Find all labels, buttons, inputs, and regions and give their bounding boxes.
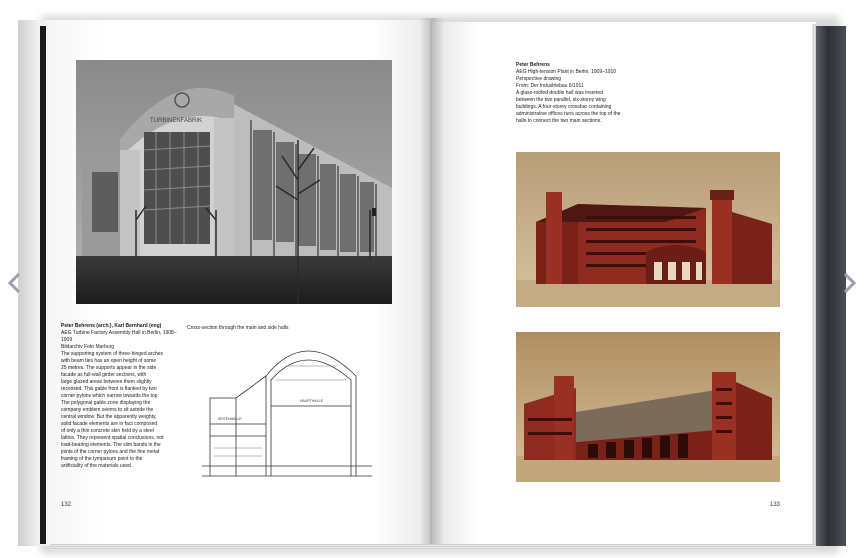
section-label-side-hall: SEITENHALLE	[218, 417, 242, 421]
page-edges-bottom	[50, 544, 816, 550]
left-caption-body-line: corner pylons which narrow towards the top.	[61, 393, 159, 399]
cover-edge-strip	[40, 26, 46, 544]
left-caption-body-line: facade as full-wall girder sections, with	[61, 372, 147, 378]
right-caption-title: Peter Behrens	[516, 62, 550, 68]
left-caption-body-line: joints of the corner pylons and the fine metal	[61, 449, 160, 455]
section-label-main-hall: HAUPTHALLE	[300, 399, 323, 403]
left-caption-body-line: company emblem seems to sit astride the	[61, 407, 154, 413]
cross-section-drawing	[196, 336, 376, 484]
perspective-drawing-top	[516, 152, 780, 307]
left-caption-body-line: central window. But the apparently weighty,	[61, 414, 157, 420]
left-caption-subtitle: AEG Turbine Factory Assembly Hall in Berlin, 1908–1909	[61, 330, 177, 343]
next-image-button[interactable]	[836, 270, 862, 296]
left-caption-body-line: recessed. This gable front is flanked by two	[61, 386, 157, 392]
building-sign: TURBINENFABRIK	[150, 118, 203, 124]
right-caption-body	[516, 76, 716, 125]
left-caption-body-line: large glazed areas between them slightly	[61, 379, 152, 385]
left-caption-body-line: framing of the tympanum point to the	[61, 456, 143, 462]
left-caption-body-line: of only a thin concrete skin held by a steel	[61, 428, 154, 434]
left-caption-body-line: The supporting system of three-hinged arches	[61, 351, 163, 357]
right-caption-line: From: Der Industriebau 6/1911	[516, 83, 584, 89]
left-caption-body-line: artificiality of the materials used.	[61, 463, 133, 469]
right-caption-line: A glass-roofed double hall was inserted	[516, 90, 603, 96]
left-caption-credit: Bildarchiv Foto Marburg	[61, 344, 115, 350]
left-caption-body-line: solid facade elements are in fact composed	[61, 421, 158, 427]
chevron-left-icon	[2, 270, 28, 296]
right-caption-line: halls to connect the two main sections.	[516, 118, 602, 124]
left-caption-body-line: load-bearing elements. The slim bands in the	[61, 442, 161, 448]
right-caption-line: administrative offices runs across the top of the	[516, 111, 621, 117]
left-caption-title: Peter Behrens (arch.), Karl Bernhard (eng)	[61, 323, 162, 329]
left-caption-body-line: The polygonal gable zone displaying the	[61, 400, 151, 406]
left-caption-body-line: 25 metres. The supports appear in the side	[61, 365, 157, 371]
section-caption: Cross-section through the main and side halls	[187, 325, 289, 331]
right-page-number: 133	[770, 502, 781, 508]
left-page-number: 132	[61, 502, 72, 508]
left-caption-block	[61, 323, 181, 470]
right-caption-line: between the two parallel, six-storey wing	[516, 97, 606, 103]
left-caption-body	[61, 351, 181, 470]
right-caption-line: Perspective drawing	[516, 76, 562, 82]
left-caption-body-line: lattice. They represent spatial conclusions, not	[61, 435, 164, 441]
left-caption-body-line: with beam ties has an open height of some	[61, 358, 157, 364]
right-caption-subtitle: AEG High-tension Plant in Berlin, 1909–1910	[516, 69, 617, 75]
turbine-hall-photo	[76, 60, 392, 304]
book-gutter	[420, 18, 444, 548]
perspective-drawing-bottom	[516, 332, 780, 482]
right-caption-block	[516, 62, 716, 125]
right-caption-line: buildings. A four-storey crossbar containing	[516, 104, 612, 110]
prev-image-button[interactable]	[2, 270, 28, 296]
chevron-right-icon	[836, 270, 862, 296]
